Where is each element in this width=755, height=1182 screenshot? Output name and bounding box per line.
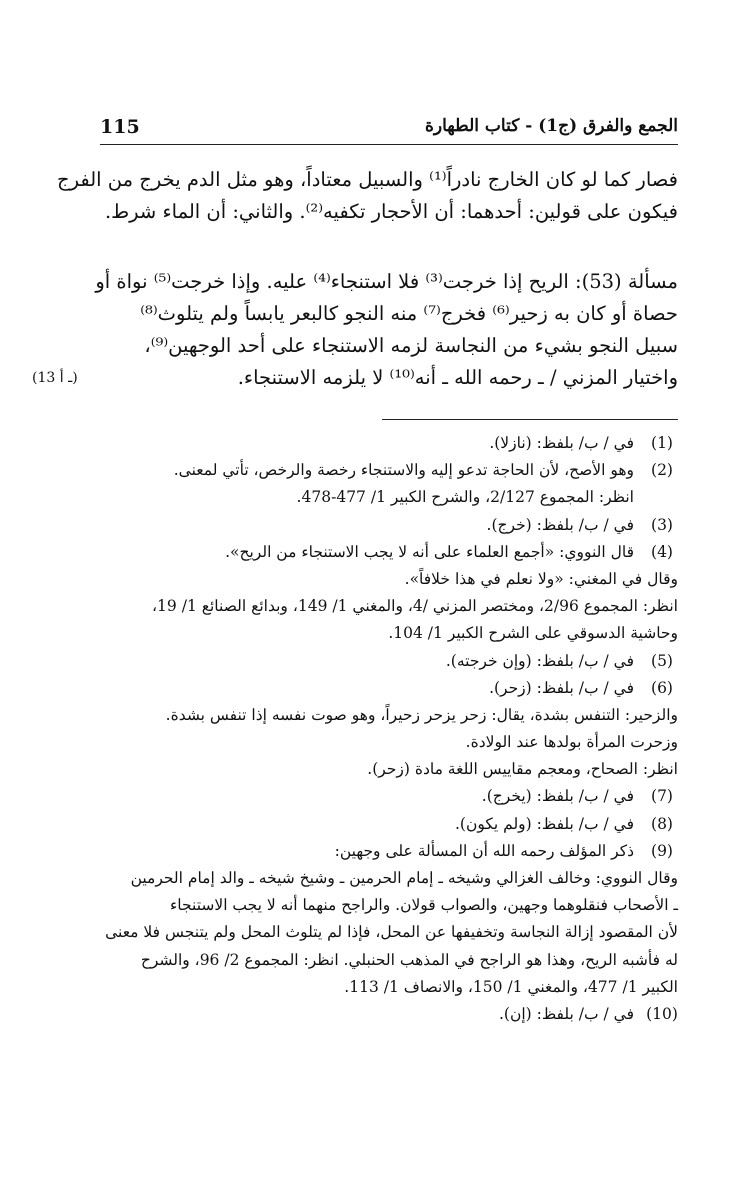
footnote-text: له فأشبه الريح، وهذا هو الراجح في المذهب الحنبلي. انظر: المجموع 2/ 96، والشرح — [140, 950, 678, 969]
footnote-continuation — [100, 566, 678, 593]
page-header — [100, 112, 678, 142]
footnote-continuation — [100, 484, 678, 511]
footnote-continuation — [100, 892, 678, 919]
page-number: 115 — [100, 116, 140, 138]
body-line: مسألة (53): الريح إذا خرجت⁽³⁾ فلا استنجاء⁽⁴⁾ عليه. وإذا خرجت⁽⁵⁾ نواة أو — [95, 270, 678, 293]
footnote — [100, 811, 678, 838]
body-line: فصار كما لو كان الخارج نادراً⁽¹⁾ والسبيل معتاداً، وهو مثل الدم يخرج من الفرج — [57, 168, 678, 191]
footnote — [100, 838, 678, 865]
footnote-continuation — [100, 947, 678, 974]
footnote — [100, 512, 678, 539]
footnote — [100, 1001, 678, 1028]
footnote-text: قال النووي: «أجمع العلماء على أنه لا يجب الاستنجاء من الريح». — [225, 542, 634, 561]
footnote — [100, 457, 678, 484]
footnote-number: (9) — [651, 841, 673, 860]
footnote-continuation — [100, 919, 678, 946]
footnote-number: (8) — [651, 814, 673, 833]
footnote — [100, 539, 678, 566]
footnote-text: لأن المقصود إزالة النجاسة وتخفيفها عن المحل، فإذا لم يتلوث المحل ولم يتنجس فلا معنى — [105, 923, 678, 942]
footnote-number: (6) — [651, 678, 673, 697]
footnote-text: والزحير: التنفس بشدة، يقال: زحر يزحر زحيراً، وهو صوت نفسه إذا تنفس بشدة. — [165, 705, 678, 724]
footnote-text: وقال النووي: وخالف الغزالي وشيخه ـ إمام الحرمين ـ وشيخ شيخه ـ والد إمام الحرمين — [130, 869, 678, 887]
footnote-text: ذكر المؤلف رحمه الله أن المسألة على وجهين: — [334, 841, 634, 860]
footnote-number: (3) — [651, 515, 673, 534]
manuscript-folio-ref: (13 ـ أ) — [32, 370, 78, 386]
footnote-number: (7) — [651, 787, 673, 806]
footnote-text: الكبير 1/ 477، والمغني 1/ 150، والانصاف 1/ 113. — [344, 977, 678, 996]
footnote-text: وزحرت المرأة بولدها عند الولادة. — [465, 733, 678, 752]
footnote — [100, 675, 678, 702]
footnote-number: (1) — [651, 434, 673, 452]
footnote-number: (5) — [651, 651, 673, 670]
footnote-text: وقال في المغني: «ولا نعلم في هذا خلافاً». — [404, 569, 678, 588]
footnote-text: في / ب/ بلفظ: (زحر). — [489, 678, 634, 697]
footnote-continuation — [100, 756, 678, 783]
footnote-rule — [382, 419, 678, 420]
body-line: حصاة أو كان به زحير⁽⁶⁾ فخرج⁽⁷⁾ منه النجو كالبعر يابساً ولم يتلوث⁽⁸⁾ — [140, 302, 678, 325]
body-line: فيكون على قولين: أحدهما: أن الأحجار تكفيه⁽²⁾. والثاني: أن الماء شرط. — [104, 200, 678, 223]
footnote-text: انظر: الصحاح، ومعجم مقاييس اللغة مادة (زحر). — [367, 760, 678, 779]
footnote-text: ـ الأصحاب فنقلوهما وجهين، والصواب قولان. والراجح منهما أنه لا يجب الاستنجاء — [170, 896, 678, 915]
body-line: سبيل النجو بشيء من النجاسة لزمه الاستنجاء على أحد الوجهين⁽⁹⁾، — [144, 334, 678, 357]
issue-53-paragraph — [95, 266, 678, 394]
footnote-text: في / ب/ بلفظ: (وإن خرجته). — [445, 651, 634, 670]
header-rule — [100, 144, 678, 145]
footnote-continuation — [100, 729, 678, 756]
opening-paragraph — [57, 164, 678, 228]
footnote-continuation — [100, 620, 678, 647]
footnote-text: في / ب/ بلفظ: (يخرج). — [481, 787, 634, 806]
footnote-continuation — [100, 702, 678, 729]
footnote-text: وحاشية الدسوقي على الشرح الكبير 1/ 104. — [388, 624, 678, 643]
footnote-text: انظر: المجموع 2/127، والشرح الكبير 1/ 477-478. — [296, 488, 634, 507]
footnote-continuation — [100, 593, 678, 620]
body-line: واختيار المزني / ـ رحمه الله ـ أنه⁽¹⁰⁾ لا يلزمه الاستنجاء. — [237, 366, 678, 389]
footnote-text: في / ب/ بلفظ: (ولم يكون). — [454, 814, 634, 833]
footnote-text: في / ب/ بلفظ: (إن). — [498, 1004, 634, 1023]
footnotes — [100, 430, 678, 1028]
footnote-text: في / ب/ بلفظ: (خرج). — [486, 515, 634, 534]
footnote — [100, 648, 678, 675]
footnote-number: (4) — [651, 542, 673, 561]
footnote-number: (2) — [651, 461, 673, 480]
footnote-text: انظر: المجموع 2/96، ومختصر المزني /4، والمغني 1/ 149، وبدائع الصنائع 1/ 19، — [152, 597, 678, 616]
running-title: الجمع والفرق (ج1) - كتاب الطهارة — [425, 116, 678, 136]
footnote — [100, 783, 678, 810]
footnote-number: (10) — [646, 1004, 678, 1023]
footnote-text: وهو الأصح، لأن الحاجة تدعو إليه والاستنجاء رخصة والرخص، تأتي لمعنى. — [173, 461, 634, 480]
footnote-text: في / ب/ بلفظ: (نازلا). — [489, 434, 634, 452]
footnote — [100, 430, 678, 457]
footnote-continuation — [100, 974, 678, 1001]
footnote-continuation — [100, 865, 678, 892]
